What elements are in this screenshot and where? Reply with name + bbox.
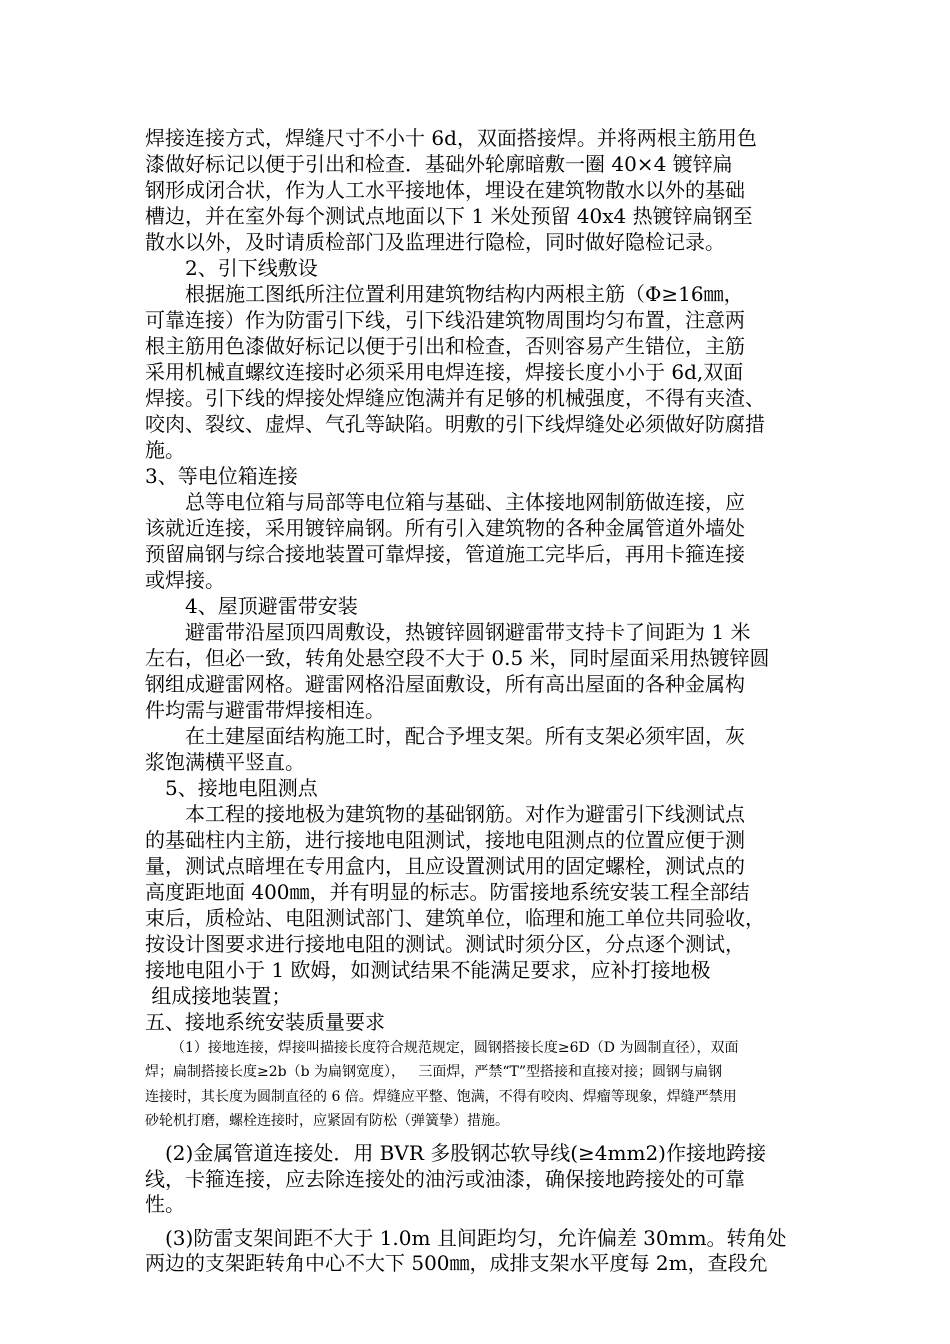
text-line: 按设计图要求进行接地电阻的测试。测试时须分区，分点逐个测试， <box>145 932 745 956</box>
text-line: 件均需与避雷带焊接相连。 <box>145 698 385 722</box>
text-line: 钢组成避雷网格。避雷网格沿屋面敷设，所有高出屋面的各种金属构 <box>145 672 745 696</box>
document-body <box>145 125 813 1277</box>
paragraph-equipotential-box <box>145 489 813 593</box>
text-line: 或焊接。 <box>145 568 225 592</box>
text-line: 预留扁钢与综合接地装置可靠焊接，管道施工完毕后，再用卡箍连接 <box>145 542 745 566</box>
text-line: 高度距地面 400㎜，并有明显的标志。防雷接地系统安装工程全部结 <box>145 880 750 904</box>
text-line: 的基础柱内主筋，进行接地电阻测试，接地电阻测点的位置应便于测 <box>145 828 745 852</box>
section-heading-ground-resistance: 5、接地电阻测点 <box>165 776 318 800</box>
text-line: 该就近连接，采用镀锌扁钢。所有引入建筑物的各种金属管道外墙处 <box>145 516 745 540</box>
text-line: 性。 <box>145 1192 185 1217</box>
text-line: 钢形成闭合状，作为人工水平接地体，埋设在建筑物散水以外的基础 <box>145 178 745 202</box>
section-heading-roof-lightning-strip: 4、屋顶避雷带安装 <box>185 594 358 618</box>
text-line: 避雷带沿屋顶四周敷设，热镀锌圆钢避雷带支持卡了间距为 1 米 <box>185 620 751 644</box>
section-heading-down-conductor: 2、引下线敷设 <box>185 256 318 280</box>
text-line: 在土建屋面结构施工时，配合予埋支架。所有支架必须牢固，灰 <box>185 724 745 748</box>
text-line: 浆饱满横平竖直。 <box>145 750 305 774</box>
text-line: 散水以外，及时请质检部门及监理进行隐检，同时做好隐检记录。 <box>145 230 725 254</box>
text-line: 槽边，并在室外每个测试点地面以下 1 米处预留 40x4 热镀锌扁钢至 <box>145 204 753 228</box>
text-line: 束后，质检站、电阻测试部门、建筑单位，临理和施工单位共同验收， <box>145 906 765 930</box>
paragraph-ground-resistance <box>145 801 813 1009</box>
text-line: 施。 <box>145 438 185 462</box>
text-line: 焊；扁制搭接长度≥2b（b 为扁钢宽度）， 三面焊，严禁“T”型搭接和直接对接；圆钢与扁钢 <box>145 1064 723 1081</box>
section-heading-equipotential-box: 3、等电位箱连接 <box>145 464 298 488</box>
paragraph-item-3 <box>145 1226 813 1277</box>
paragraph-roof-lightning-strip <box>145 619 813 775</box>
text-line: 可靠连接）作为防雷引下线，引下线沿建筑物周围均匀布置，注意两 <box>145 308 745 332</box>
text-line: 两边的支架距转角中心不大下 500㎜，成排支架水平度每 2m，查段允 <box>145 1251 768 1276</box>
text-line: 总等电位箱与局部等电位箱与基础、主体接地网制筋做连接，应 <box>185 490 745 514</box>
paragraph-grounding-welding <box>145 125 813 255</box>
text-line: 接地电阻小于 1 欧姆，如测试结果不能满足要求，应补打接地极 <box>145 958 711 982</box>
text-line: 线，卡箍连接，应去除连接处的油污或油漆，确保接地跨接处的可靠 <box>145 1166 745 1191</box>
text-line: 漆做好标记以便于引出和检查．基础外轮廓暗敷一圈 40×4 镀锌扁 <box>145 152 733 176</box>
text-line: (2)金属管道连接处．用 BVR 多股钢芯软导线(≥4mm2)作接地跨接 <box>165 1141 766 1166</box>
text-line: 连接时，其长度为圆制直径的 6 倍。焊缝应平整、饱满，不得有咬肉、焊瘤等现象，焊缝严禁用 <box>145 1088 737 1105</box>
section-heading-quality-requirements: 五、接地系统安装质量要求 <box>145 1010 385 1034</box>
text-line: 焊接。引下线的焊接处焊缝应饱满并有足够的机械强度，不得有夹渣、 <box>145 386 765 410</box>
text-line: 组成接地装置； <box>145 984 292 1008</box>
text-line: 根主筋用色漆做好标记以便于引出和检查，否则容易产生错位，主筋 <box>145 334 745 358</box>
text-line: 左右，但必一致，转角处悬空段不大于 0.5 米，同时屋面采用热镀锌圆 <box>145 646 770 670</box>
text-line: 根据施工图纸所注位置利用建筑物结构内两根主筋（Φ≥16㎜， <box>185 282 744 306</box>
text-line: 焊接连接方式，焊缝尺寸不小十 6d，双面搭接焊。并将两根主筋用色 <box>145 126 757 150</box>
paragraph-item-1 <box>145 1035 813 1133</box>
text-line: （1）接地连接，焊接叫描接长度符合规范规定，圆钢搭接长度≥6D（D 为圆制直径），双面 <box>171 1040 739 1056</box>
text-line: 本工程的接地极为建筑物的基础钢筋。对作为避雷引下线测试点 <box>185 802 745 826</box>
paragraph-down-conductor <box>145 281 813 463</box>
paragraph-item-2 <box>145 1141 813 1218</box>
text-line: 量，测试点暗埋在专用盒内，且应设置测试用的固定螺栓，测试点的 <box>145 854 745 878</box>
text-line: 咬肉、裂纹、虚焊、气孔等缺陷。明敷的引下线焊缝处必须做好防腐措 <box>145 412 765 436</box>
text-line: 砂轮机打磨，螺栓连接时，应紧固有防松（弹簧挚）措施。 <box>145 1112 509 1129</box>
text-line: (3)防雷支架间距不大于 1.0m 且间距均匀，允许偏差 30mm。转角处 <box>165 1225 787 1250</box>
text-line: 采用机械直螺纹连接时必须采用电焊连接，焊接长度小小于 6d,双面 <box>145 360 744 384</box>
